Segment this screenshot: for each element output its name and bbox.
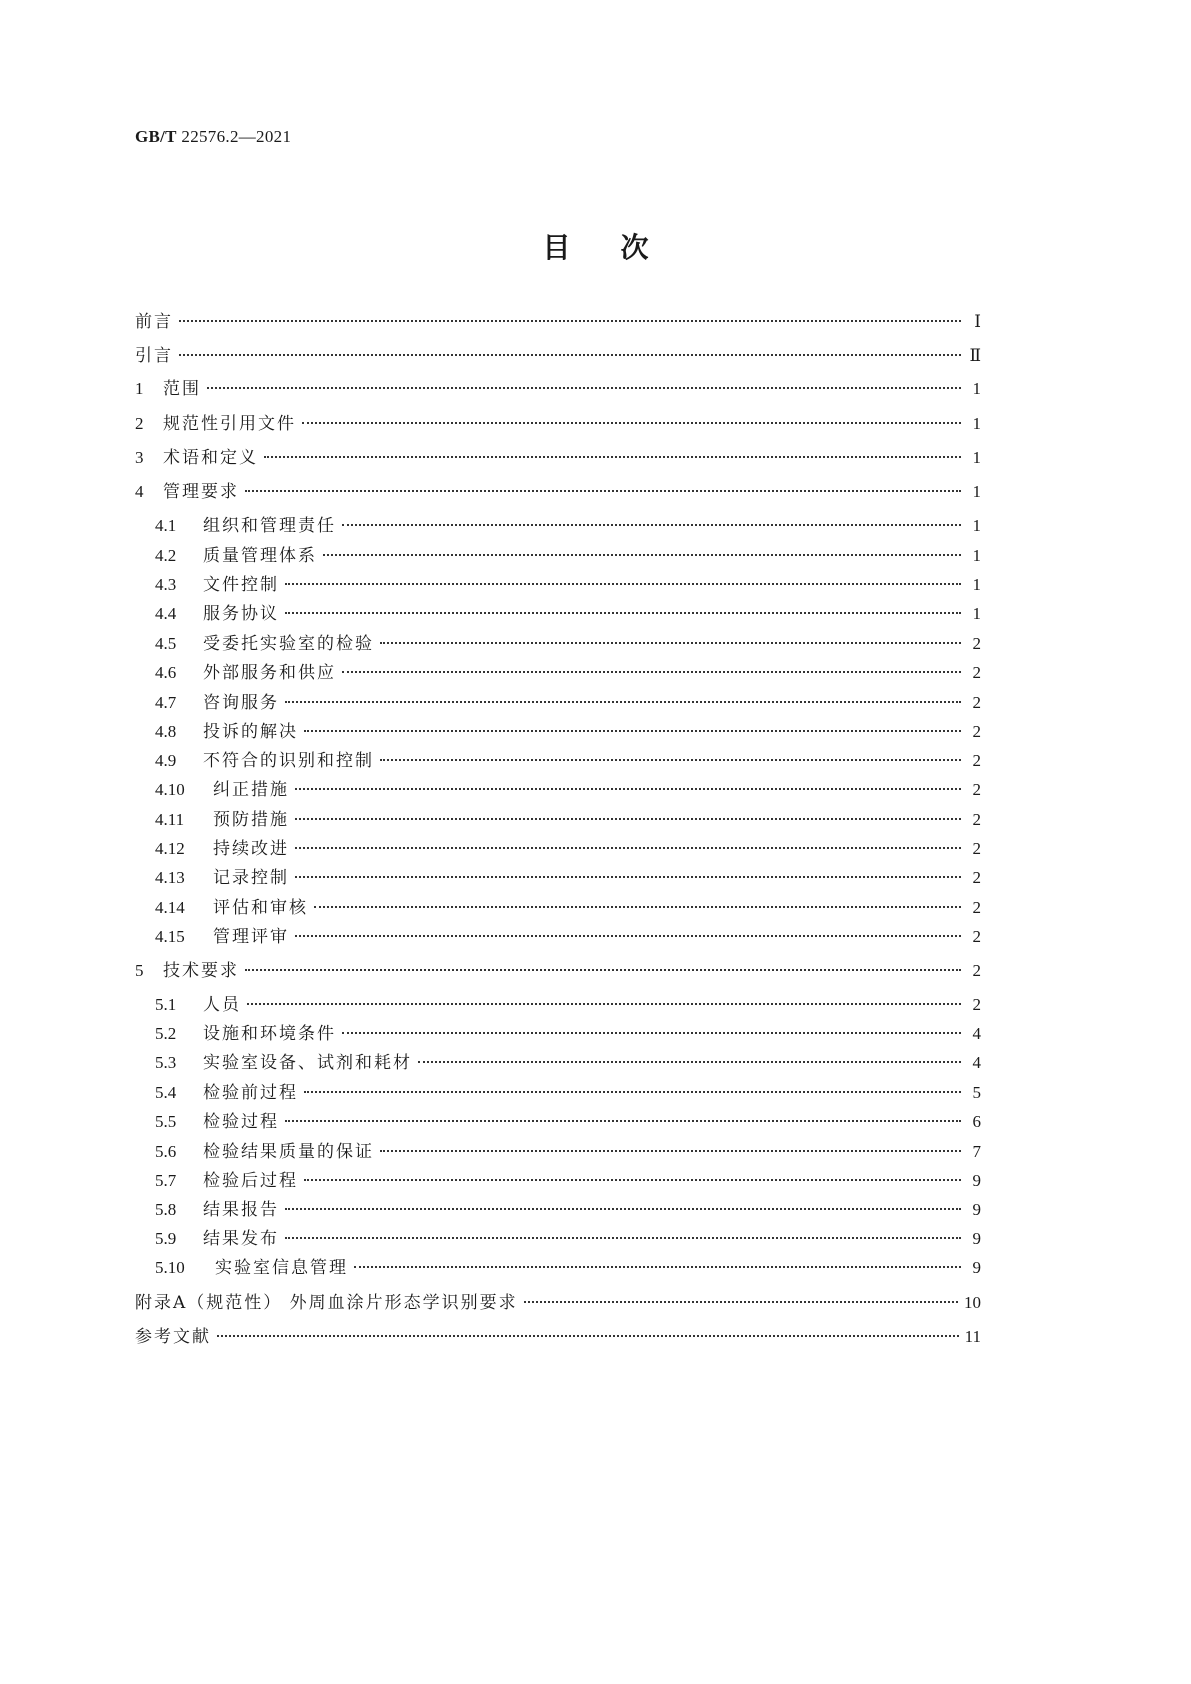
page-title: 目次 bbox=[542, 231, 699, 264]
dot-leader bbox=[380, 1133, 961, 1152]
toc-entry-number: 4.9 bbox=[155, 751, 177, 770]
toc-entry-label: 结果报告 bbox=[203, 1200, 279, 1220]
toc-entry-4-7[interactable] bbox=[155, 688, 981, 712]
toc-entry-number: 4 bbox=[135, 482, 144, 501]
toc-entry-label: 质量管理体系 bbox=[203, 546, 317, 566]
toc-entry-page: 2 bbox=[972, 810, 981, 829]
dot-leader bbox=[295, 830, 961, 849]
toc-entry-label: 评估和审核 bbox=[213, 898, 308, 918]
toc-entry-label: 记录控制 bbox=[213, 868, 289, 888]
dot-leader bbox=[342, 1015, 961, 1034]
toc-entry-number: 5.5 bbox=[155, 1112, 177, 1131]
dot-leader bbox=[179, 337, 961, 356]
toc-entry-4-3[interactable] bbox=[155, 570, 981, 594]
toc-entry-5-7[interactable] bbox=[155, 1166, 981, 1190]
toc-entry-page: 2 bbox=[972, 751, 981, 770]
toc-entry-page: 2 bbox=[972, 722, 981, 741]
toc-entry-page: 1 bbox=[972, 516, 981, 535]
toc-entry-label: 术语和定义 bbox=[163, 448, 258, 468]
toc-entry-number: 2 bbox=[135, 414, 144, 433]
dot-leader bbox=[285, 595, 961, 614]
toc-entry-label: 不符合的识别和控制 bbox=[203, 751, 374, 771]
toc-entry-page: 10 bbox=[964, 1293, 981, 1312]
dot-leader bbox=[285, 566, 961, 585]
toc-entry-4-9[interactable] bbox=[155, 746, 981, 770]
toc-entry-page: 2 bbox=[972, 839, 981, 858]
toc-entry-label: 引言 bbox=[135, 346, 173, 366]
dot-leader bbox=[295, 771, 961, 790]
dot-leader bbox=[304, 1074, 961, 1093]
dot-leader bbox=[179, 303, 961, 322]
toc-entry-label: 预防措施 bbox=[213, 810, 289, 830]
dot-leader bbox=[295, 918, 961, 937]
toc-entry-number: 4.5 bbox=[155, 634, 177, 653]
toc-entry-number: 4.11 bbox=[155, 810, 185, 829]
toc-entry-label: 技术要求 bbox=[163, 961, 239, 981]
toc-entry-4-1[interactable] bbox=[155, 511, 981, 535]
toc-entry-4-2[interactable] bbox=[155, 541, 981, 565]
toc-entry-label: 服务协议 bbox=[203, 604, 279, 624]
toc-entry-page: 1 bbox=[972, 604, 981, 623]
dot-leader bbox=[323, 537, 961, 556]
toc-entry-label: 附录A（规范性） 外周血涂片形态学识别要求 bbox=[135, 1293, 518, 1313]
standard-code: GB/T bbox=[135, 127, 177, 146]
toc-entry-number: 5.1 bbox=[155, 995, 177, 1014]
toc-entry-page: 2 bbox=[972, 663, 981, 682]
toc-entry-number: 5.3 bbox=[155, 1053, 177, 1072]
toc-entry-number: 3 bbox=[135, 448, 144, 467]
toc-entry-page: 1 bbox=[972, 448, 981, 467]
toc-entry-label: 规范性引用文件 bbox=[163, 414, 296, 434]
toc-entry-label: 持续改进 bbox=[213, 839, 289, 859]
toc-entry-label: 人员 bbox=[203, 995, 241, 1015]
dot-leader bbox=[524, 1284, 958, 1303]
toc-entry-5-1[interactable] bbox=[155, 990, 981, 1014]
toc-entry-number: 4.14 bbox=[155, 898, 185, 917]
toc-entry-page: 2 bbox=[972, 927, 981, 946]
dot-leader bbox=[245, 952, 961, 971]
standard-header bbox=[135, 127, 291, 147]
toc-entry-annex-a[interactable] bbox=[135, 1288, 981, 1312]
toc-entry-label: 检验前过程 bbox=[203, 1083, 298, 1103]
toc-entry-number: 4.15 bbox=[155, 927, 185, 946]
toc-entry-3[interactable] bbox=[135, 443, 981, 467]
toc-entry-5-2[interactable] bbox=[155, 1019, 981, 1043]
toc-entry-5-10[interactable] bbox=[155, 1253, 981, 1277]
toc-entry-4-10[interactable] bbox=[155, 775, 981, 799]
toc-entry-label: 外部服务和供应 bbox=[203, 663, 336, 683]
toc-entry-page: 1 bbox=[972, 575, 981, 594]
toc-entry-label: 实验室设备、试剂和耗材 bbox=[203, 1053, 412, 1073]
toc-entry-4-4[interactable] bbox=[155, 599, 981, 623]
toc-entry-preface[interactable] bbox=[135, 307, 981, 331]
toc-entry-4-11[interactable] bbox=[155, 805, 981, 829]
dot-leader bbox=[304, 1162, 961, 1181]
toc-entry-label: 实验室信息管理 bbox=[215, 1258, 348, 1278]
toc-entry-number: 4.4 bbox=[155, 604, 177, 623]
toc-entry-number: 5 bbox=[135, 961, 144, 980]
toc-entry-5[interactable] bbox=[135, 956, 981, 980]
toc-entry-introduction[interactable] bbox=[135, 341, 981, 365]
toc-entry-page: 11 bbox=[964, 1327, 981, 1346]
toc-entry-page: Ⅰ bbox=[974, 312, 981, 331]
toc-entry-5-4[interactable] bbox=[155, 1078, 981, 1102]
toc-entry-number: 5.9 bbox=[155, 1229, 177, 1248]
toc-entry-4-5[interactable] bbox=[155, 629, 981, 653]
dot-leader bbox=[314, 889, 961, 908]
toc-entry-4-14[interactable] bbox=[155, 893, 981, 917]
toc-entry-number: 5.8 bbox=[155, 1200, 177, 1219]
toc-entry-2[interactable] bbox=[135, 409, 981, 433]
toc-entry-label: 检验过程 bbox=[203, 1112, 279, 1132]
dot-leader bbox=[217, 1318, 959, 1337]
toc-entry-page: 2 bbox=[972, 868, 981, 887]
toc-entry-label: 参考文献 bbox=[135, 1327, 211, 1347]
dot-leader bbox=[418, 1044, 961, 1063]
toc-entry-page: 5 bbox=[972, 1083, 981, 1102]
toc-entry-number: 5.7 bbox=[155, 1171, 177, 1190]
toc-entry-bibliography[interactable] bbox=[135, 1322, 981, 1346]
toc-entry-5-6[interactable] bbox=[155, 1137, 981, 1161]
toc-entry-4-15[interactable] bbox=[155, 922, 981, 946]
toc-entry-page: 4 bbox=[972, 1024, 981, 1043]
toc-entry-page: 7 bbox=[972, 1142, 981, 1161]
toc-entry-page: 6 bbox=[972, 1112, 981, 1131]
toc-entry-label: 前言 bbox=[135, 312, 173, 332]
toc-entry-number: 4.8 bbox=[155, 722, 177, 741]
toc-entry-label: 管理评审 bbox=[213, 927, 289, 947]
toc-entry-label: 管理要求 bbox=[163, 482, 239, 502]
dot-leader bbox=[285, 1191, 961, 1210]
toc-entry-page: 2 bbox=[972, 780, 981, 799]
dot-leader bbox=[285, 1220, 961, 1239]
dot-leader bbox=[264, 439, 961, 458]
toc-entry-number: 4.7 bbox=[155, 693, 177, 712]
toc-entry-4-6[interactable] bbox=[155, 658, 981, 682]
toc-entry-page: 9 bbox=[972, 1229, 981, 1248]
dot-leader bbox=[302, 405, 961, 424]
toc-entry-page: 9 bbox=[972, 1258, 981, 1277]
toc-entry-5-8[interactable] bbox=[155, 1195, 981, 1219]
toc-entry-number: 4.3 bbox=[155, 575, 177, 594]
toc-entry-page: 1 bbox=[972, 546, 981, 565]
toc-entry-number: 4.1 bbox=[155, 516, 177, 535]
toc-entry-5-5[interactable] bbox=[155, 1107, 981, 1131]
toc-entry-page: 2 bbox=[972, 634, 981, 653]
toc-entry-page: 2 bbox=[972, 961, 981, 980]
toc-entry-number: 4.13 bbox=[155, 868, 185, 887]
toc-entry-4-13[interactable] bbox=[155, 863, 981, 887]
toc-entry-page: 4 bbox=[972, 1053, 981, 1072]
toc-entry-4-12[interactable] bbox=[155, 834, 981, 858]
toc-entry-page: 2 bbox=[972, 995, 981, 1014]
toc-entry-label: 检验后过程 bbox=[203, 1171, 298, 1191]
toc-entry-number: 4.6 bbox=[155, 663, 177, 682]
toc-entry-number: 5.2 bbox=[155, 1024, 177, 1043]
dot-leader bbox=[285, 684, 961, 703]
toc-entry-label: 投诉的解决 bbox=[203, 722, 298, 742]
dot-leader bbox=[245, 473, 961, 492]
toc-entry-label: 文件控制 bbox=[203, 575, 279, 595]
dot-leader bbox=[304, 713, 961, 732]
dot-leader bbox=[342, 507, 961, 526]
dot-leader bbox=[247, 986, 961, 1005]
toc-entry-number: 1 bbox=[135, 379, 144, 398]
toc-entry-label: 纠正措施 bbox=[213, 780, 289, 800]
toc-entry-label: 组织和管理责任 bbox=[203, 516, 336, 536]
dot-leader bbox=[342, 654, 961, 673]
toc-entry-label: 检验结果质量的保证 bbox=[203, 1142, 374, 1162]
toc-entry-number: 4.2 bbox=[155, 546, 177, 565]
toc-entry-page: 9 bbox=[972, 1200, 981, 1219]
dot-leader bbox=[207, 370, 961, 389]
toc-entry-5-3[interactable] bbox=[155, 1048, 981, 1072]
toc-entry-page: 1 bbox=[972, 482, 981, 501]
toc-entry-page: 1 bbox=[972, 414, 981, 433]
dot-leader bbox=[380, 625, 961, 644]
dot-leader bbox=[354, 1249, 961, 1268]
toc-entry-5-9[interactable] bbox=[155, 1224, 981, 1248]
dot-leader bbox=[295, 801, 961, 820]
toc-entry-label: 受委托实验室的检验 bbox=[203, 634, 374, 654]
dot-leader bbox=[380, 742, 961, 761]
toc-entry-number: 4.12 bbox=[155, 839, 185, 858]
toc-entry-label: 结果发布 bbox=[203, 1229, 279, 1249]
toc-entry-page: Ⅱ bbox=[969, 346, 981, 365]
standard-number: 22576.2—2021 bbox=[181, 127, 292, 146]
toc-entry-number: 5.4 bbox=[155, 1083, 177, 1102]
toc-entry-number: 5.10 bbox=[155, 1258, 185, 1277]
toc-entry-label: 范围 bbox=[163, 379, 201, 399]
toc-entry-1[interactable] bbox=[135, 374, 981, 398]
toc-entry-page: 9 bbox=[972, 1171, 981, 1190]
toc-entry-page: 1 bbox=[972, 379, 981, 398]
toc-entry-number: 4.10 bbox=[155, 780, 185, 799]
toc-entry-page: 2 bbox=[972, 693, 981, 712]
toc-entry-page: 2 bbox=[972, 898, 981, 917]
dot-leader bbox=[295, 859, 961, 878]
toc-entry-4[interactable] bbox=[135, 477, 981, 501]
toc-entry-label: 设施和环境条件 bbox=[203, 1024, 336, 1044]
toc-entry-4-8[interactable] bbox=[155, 717, 981, 741]
toc-entry-number: 5.6 bbox=[155, 1142, 177, 1161]
dot-leader bbox=[285, 1103, 961, 1122]
toc-entry-label: 咨询服务 bbox=[203, 693, 279, 713]
